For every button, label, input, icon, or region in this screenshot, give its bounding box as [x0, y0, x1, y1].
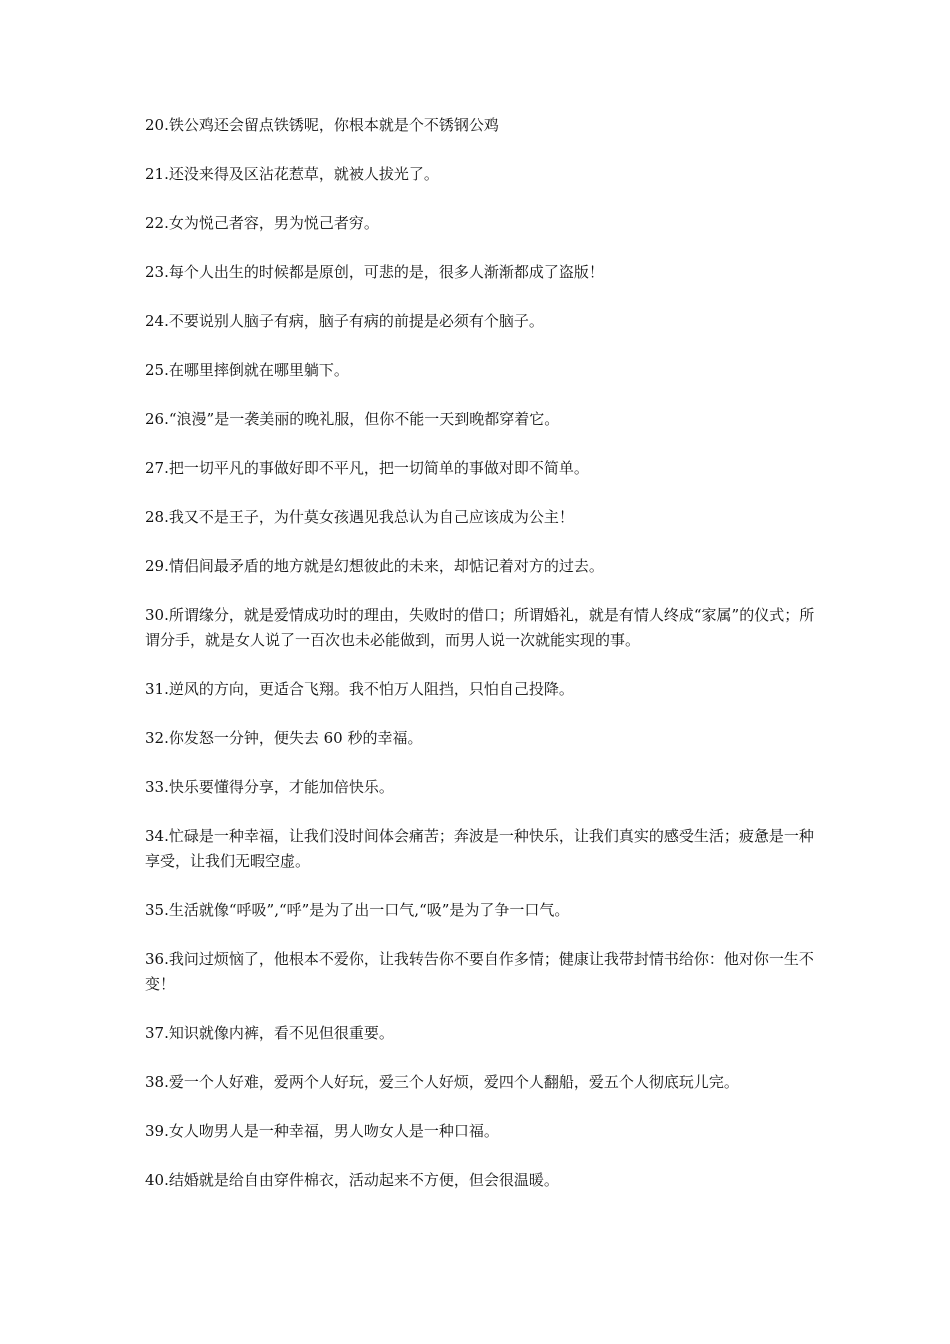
quote-item-21: 21.还没来得及区沾花惹草，就被人拔光了。: [145, 165, 439, 183]
quote-item-20: 20.铁公鸡还会留点铁锈呢，你根本就是个不锈钢公鸡: [145, 116, 499, 134]
quote-item-31: 31.逆风的方向，更适合飞翔。我不怕万人阻挡，只怕自己投降。: [145, 680, 574, 698]
quote-item-26: 26.“浪漫”是一袭美丽的晚礼服，但你不能一天到晚都穿着它。: [145, 410, 560, 428]
quote-item-32: 32.你发怒一分钟，便失去 60 秒的幸福。: [145, 729, 423, 747]
quote-item-36: 36.我问过烦恼了，他根本不爱你，让我转告你不要自作多情；健康让我带封情书给你：他对你一生不变！: [145, 950, 814, 993]
quote-item-35: 35.生活就像“呼吸”,“呼”是为了出一口气,“吸”是为了争一口气。: [145, 901, 570, 919]
quote-item-39: 39.女人吻男人是一种幸福，男人吻女人是一种口福。: [145, 1122, 499, 1140]
quote-item-37: 37.知识就像内裤，看不见但很重要。: [145, 1024, 394, 1042]
quote-item-28: 28.我又不是王子，为什莫女孩遇见我总认为自己应该成为公主！: [145, 508, 574, 526]
document-body: [145, 113, 825, 1217]
quote-item-22: 22.女为悦己者容，男为悦己者穷。: [145, 214, 379, 232]
quote-item-34: 34.忙碌是一种幸福，让我们没时间体会痛苦；奔波是一种快乐，让我们真实的感受生活；疲惫是一种享受，让我们无暇空虚。: [145, 827, 814, 870]
quote-item-27: 27.把一切平凡的事做好即不平凡，把一切简单的事做对即不简单。: [145, 459, 589, 477]
quote-item-24: 24.不要说别人脑子有病，脑子有病的前提是必须有个脑子。: [145, 312, 544, 330]
quote-item-25: 25.在哪里摔倒就在哪里躺下。: [145, 361, 349, 379]
quote-item-23: 23.每个人出生的时候都是原创，可悲的是，很多人渐渐都成了盗版！: [145, 263, 604, 281]
quote-item-29: 29.情侣间最矛盾的地方就是幻想彼此的未来，却惦记着对方的过去。: [145, 557, 604, 575]
quote-item-30: 30.所谓缘分，就是爱情成功时的理由，失败时的借口；所谓婚礼，就是有情人终成“家属”的仪式；所谓分手，就是女人说了一百次也未必能做到，而男人说一次就能实现的事。: [145, 606, 815, 649]
quote-item-40: 40.结婚就是给自由穿件棉衣，活动起来不方便，但会很温暖。: [145, 1171, 559, 1189]
quote-item-38: 38.爱一个人好难，爱两个人好玩，爱三个人好烦，爱四个人翻船，爱五个人彻底玩儿完。: [145, 1073, 739, 1091]
quote-item-33: 33.快乐要懂得分享，才能加倍快乐。: [145, 778, 394, 796]
